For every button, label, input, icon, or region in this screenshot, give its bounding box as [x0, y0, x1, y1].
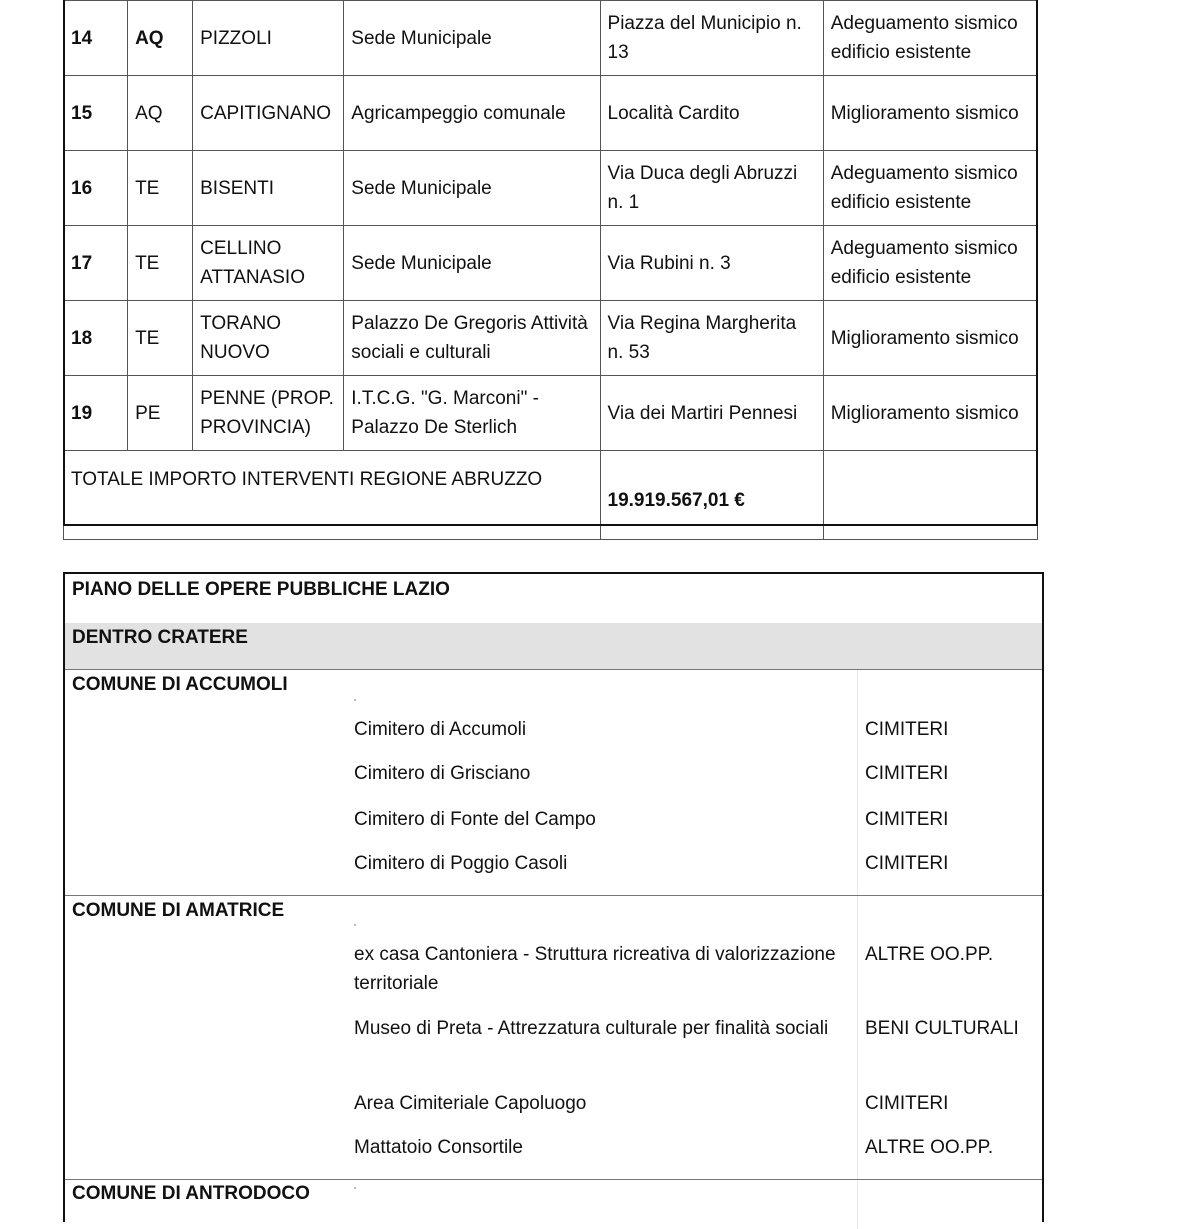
cell-marker	[354, 699, 356, 701]
table-title: PIANO DELLE OPERE PUBBLICHE LAZIO	[65, 574, 1042, 624]
row-intervento: Adeguamento sismico edificio esistente	[823, 226, 1037, 301]
total-amount: 19.919.567,01 €	[600, 451, 823, 540]
total-row	[64, 451, 1038, 540]
row-province: AQ	[128, 1, 193, 76]
row-number: 18	[64, 301, 128, 376]
row-indirizzo: Via Rubini n. 3	[600, 226, 823, 301]
row-number: 19	[64, 376, 128, 451]
row-province: TE	[128, 301, 193, 376]
row-intervento: Adeguamento sismico edificio esistente	[823, 1, 1037, 76]
opera-name: Cimitero di Fonte del Campo	[354, 809, 596, 830]
row-province: TE	[128, 151, 193, 226]
opera-category: ALTRE OO.PP.	[865, 944, 994, 965]
row-province: AQ	[128, 76, 193, 151]
opera-name: ex casa Cantoniera - Struttura ricreativa di valorizzazione territoriale	[354, 944, 836, 994]
row-separator	[65, 895, 1042, 896]
opera-name: Museo di Preta - Attrezzatura culturale per finalità sociali	[354, 1018, 829, 1039]
row-edificio: Sede Municipale	[344, 226, 600, 301]
row-indirizzo: Piazza del Municipio n. 13	[600, 1, 823, 76]
column-divider	[857, 669, 858, 1229]
opera-category: ALTRE OO.PP.	[865, 1137, 994, 1158]
comune-header: COMUNE DI ANTRODOCO	[72, 1183, 310, 1204]
row-comune: BISENTI	[193, 151, 344, 226]
row-comune: TORANO NUOVO	[193, 301, 344, 376]
opera-name: Cimitero di Poggio Casoli	[354, 853, 568, 874]
cell-marker	[354, 1187, 356, 1189]
row-separator	[65, 1179, 1042, 1180]
lazio-works-table	[63, 572, 1044, 1222]
table-row	[64, 226, 1038, 301]
opera-category: CIMITERI	[865, 853, 949, 874]
row-edificio: Sede Municipale	[344, 151, 600, 226]
opera-category: CIMITERI	[865, 1093, 949, 1114]
opera-category: BENI CULTURALI	[865, 1018, 1019, 1039]
total-label: TOTALE IMPORTO INTERVENTI REGIONE ABRUZZO	[64, 451, 601, 540]
total-empty-cell	[823, 451, 1037, 540]
row-number: 16	[64, 151, 128, 226]
row-indirizzo: Località Cardito	[600, 76, 823, 151]
opera-category: CIMITERI	[865, 763, 949, 784]
table-row	[64, 1, 1038, 76]
row-number: 15	[64, 76, 128, 151]
row-number: 17	[64, 226, 128, 301]
row-intervento: Miglioramento sismico	[823, 376, 1037, 451]
row-comune: PIZZOLI	[193, 1, 344, 76]
opera-category: CIMITERI	[865, 809, 949, 830]
row-intervento: Miglioramento sismico	[823, 76, 1037, 151]
opera-name: Cimitero di Accumoli	[354, 719, 527, 740]
abruzzo-interventions-table	[63, 0, 1038, 540]
section-header: DENTRO CRATERE	[65, 623, 1042, 670]
row-indirizzo: Via Duca degli Abruzzi n. 1	[600, 151, 823, 226]
opera-name: Area Cimiteriale Capoluogo	[354, 1093, 587, 1114]
opera-category: CIMITERI	[865, 719, 949, 740]
table-row	[64, 76, 1038, 151]
row-edificio: Agricampeggio comunale	[344, 76, 600, 151]
row-intervento: Miglioramento sismico	[823, 301, 1037, 376]
comune-header: COMUNE DI ACCUMOLI	[72, 674, 288, 695]
row-indirizzo: Via Regina Margherita n. 53	[600, 301, 823, 376]
row-comune: CAPITIGNANO	[193, 76, 344, 151]
row-comune: PENNE (PROP. PROVINCIA)	[193, 376, 344, 451]
row-province: TE	[128, 226, 193, 301]
row-intervento: Adeguamento sismico edificio esistente	[823, 151, 1037, 226]
comune-header: COMUNE DI AMATRICE	[72, 900, 285, 921]
table-row	[64, 301, 1038, 376]
cell-marker	[354, 924, 356, 926]
row-province: PE	[128, 376, 193, 451]
row-edificio: Sede Municipale	[344, 1, 600, 76]
table-row	[64, 376, 1038, 451]
row-edificio: Palazzo De Gregoris Attività sociali e culturali	[344, 301, 600, 376]
row-indirizzo: Via dei Martiri Pennesi	[600, 376, 823, 451]
row-number: 14	[64, 1, 128, 76]
row-edificio: I.T.C.G. "G. Marconi" - Palazzo De Sterlich	[344, 376, 600, 451]
table-row	[64, 151, 1038, 226]
row-comune: CELLINO ATTANASIO	[193, 226, 344, 301]
opera-name: Cimitero di Grisciano	[354, 763, 531, 784]
opera-name: Mattatoio Consortile	[354, 1137, 523, 1158]
